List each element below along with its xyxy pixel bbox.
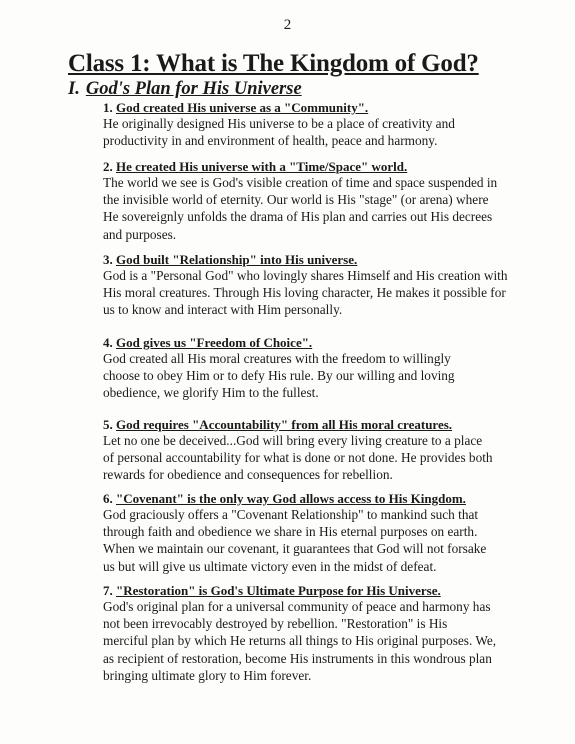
- body-line: God is a "Personal God" who lovingly shares Himself and His creation with: [103, 268, 508, 283]
- point-heading: [103, 252, 523, 267]
- class-title: Class 1: What is The Kingdom of God?: [68, 50, 479, 77]
- body-line: merciful plan by which He returns all things to His original purposes. We,: [103, 633, 497, 649]
- plan-point-7: [103, 583, 523, 684]
- point-title: "Covenant" is the only way God allows access to His Kingdom.: [116, 491, 466, 506]
- body-line: not been irrevocably destroyed by rebellion. "Restoration" is His: [103, 616, 448, 632]
- body-line: He sovereignly unfolds the drama of His plan and carries out His decrees: [103, 209, 493, 225]
- body-line: The world we see is God's visible creation of time and space suspended in: [103, 175, 498, 190]
- point-heading: [103, 100, 523, 115]
- point-number: 6.: [103, 491, 113, 506]
- point-heading: [103, 159, 523, 174]
- section-heading: [68, 79, 302, 100]
- body-line: and purposes.: [103, 226, 177, 242]
- section-title: God's Plan for His Universe: [85, 79, 302, 99]
- point-heading: [103, 335, 523, 350]
- body-line: His moral creatures. Through His loving character, He makes it possible for: [103, 285, 506, 301]
- point-title: God requires "Accountability" from all His moral creatures.: [116, 417, 453, 432]
- body-line: God's original plan for a universal community of peace and harmony has: [103, 599, 491, 614]
- page-number: 2: [283, 17, 292, 33]
- body-line: productivity in and environment of health, peace and harmony.: [103, 133, 438, 149]
- point-heading: [103, 583, 523, 598]
- body-line: God created all His moral creatures with the freedom to willingly: [103, 351, 451, 366]
- body-line: choose to obey Him or to defy His rule. By our willing and loving: [103, 368, 455, 384]
- body-line: the invisible world of eternity. Our world is His "stage" (or arena) where: [103, 192, 489, 208]
- body-line: Let no one be deceived...God will bring every living creature to a place: [103, 433, 483, 448]
- point-body: [103, 432, 523, 484]
- point-number: 7.: [103, 583, 113, 598]
- body-line: as recipient of restoration, become His instruments in this wondrous plan: [103, 650, 492, 666]
- point-body: [103, 350, 523, 402]
- body-line: rewards for obedience and consequences for rebellion.: [103, 467, 393, 483]
- body-line: through faith and obedience we share in His eternal purposes on earth.: [103, 524, 478, 540]
- point-title: God gives us "Freedom of Choice".: [116, 335, 313, 350]
- point-number: 4.: [103, 335, 113, 350]
- point-title: God built "Relationship" into His universe.: [116, 252, 358, 267]
- plan-point-2: [103, 159, 523, 243]
- body-line: us to know and interact with Him personally.: [103, 302, 343, 318]
- plan-point-6: [103, 491, 523, 575]
- plan-point-5: [103, 417, 523, 484]
- body-line: bringing ultimate glory to Him forever.: [103, 667, 312, 683]
- body-line: us but will give us ultimate victory even in the midst of defeat.: [103, 558, 437, 574]
- point-number: 3.: [103, 252, 113, 267]
- body-line: of personal accountability for what is done or not done. He provides both: [103, 450, 493, 466]
- body-line: When we maintain our covenant, it guarantees that God will not forsake: [103, 541, 487, 557]
- body-line: God graciously offers a "Covenant Relationship" to mankind such that: [103, 507, 479, 522]
- plan-point-3: [103, 252, 523, 319]
- point-heading: [103, 491, 523, 506]
- body-line: He originally designed His universe to be a place of creativity and: [103, 116, 455, 131]
- point-title: God created His universe as a "Community".: [116, 100, 369, 115]
- point-body: [103, 267, 523, 319]
- point-number: 2.: [103, 159, 113, 174]
- point-number: 1.: [103, 100, 113, 115]
- point-body: [103, 174, 523, 243]
- point-heading: [103, 417, 523, 432]
- section-numeral: I.: [68, 79, 80, 99]
- body-line: obedience, we glorify Him to the fullest.: [103, 385, 319, 401]
- point-body: [103, 598, 523, 684]
- point-title: "Restoration" is God's Ultimate Purpose for His Universe.: [116, 583, 441, 598]
- point-number: 5.: [103, 417, 113, 432]
- point-body: [103, 506, 523, 575]
- point-title: He created His universe with a "Time/Space" world.: [116, 159, 408, 174]
- plan-point-1: [103, 100, 523, 149]
- point-body: [103, 115, 523, 149]
- plan-point-4: [103, 335, 523, 402]
